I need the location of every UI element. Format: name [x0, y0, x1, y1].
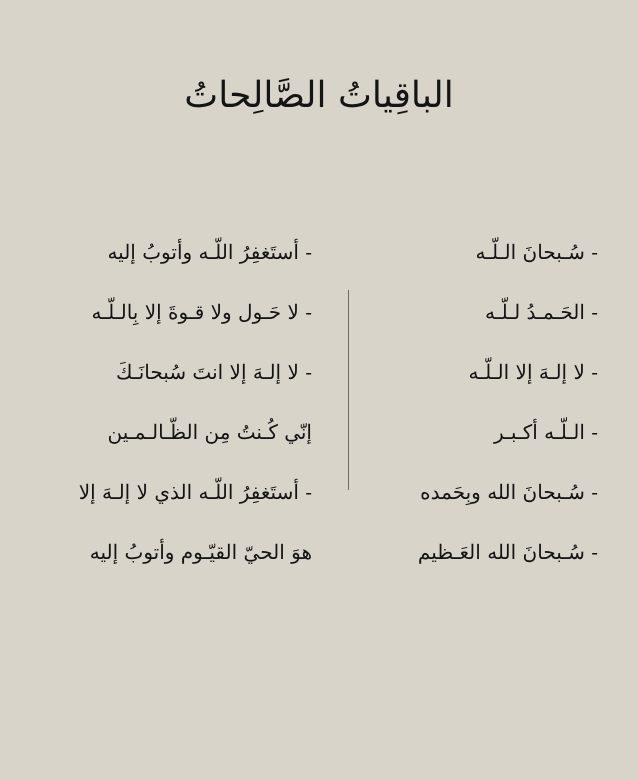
dhikr-line: - لا إلـهَ إلا الـلّـه — [468, 360, 598, 384]
column-divider — [348, 290, 349, 490]
dhikr-line: - لا إلـهَ إلا انتَ سُبحانَـكَ — [116, 360, 312, 384]
dhikr-line: - لا حَـول ولا قـوةَ إلا بِالـلّـه — [91, 300, 312, 324]
dhikr-line: إنّي كُـنتُ مِن الظّـالـمـين — [107, 420, 312, 444]
dhikr-line: - سُـبحانَ الـلّـه — [475, 240, 598, 264]
right-column — [363, 222, 598, 582]
dhikr-line: - أستَغفِرُ اللّـه وأتوبُ إليه — [107, 240, 312, 264]
dhikr-line: - الـلّـه أكـبـر — [493, 420, 598, 444]
left-column — [22, 222, 312, 582]
dhikr-line: - سُـبحانَ الله وبِحَمده — [420, 480, 598, 504]
dhikr-line: - سُـبحانَ الله العَـظيم — [417, 540, 598, 564]
dhikr-line: هوَ الحيّ القيّـوم وأتوبُ إليه — [89, 540, 312, 564]
dhikr-line: - الحَـمـدُ لـلّـه — [485, 300, 598, 324]
page-title: الباقِياتُ الصَّالِحاتُ — [184, 75, 454, 116]
dhikr-line: - أستَغفِرُ اللّـه الذي لا إلـهَ إلا — [78, 480, 312, 504]
